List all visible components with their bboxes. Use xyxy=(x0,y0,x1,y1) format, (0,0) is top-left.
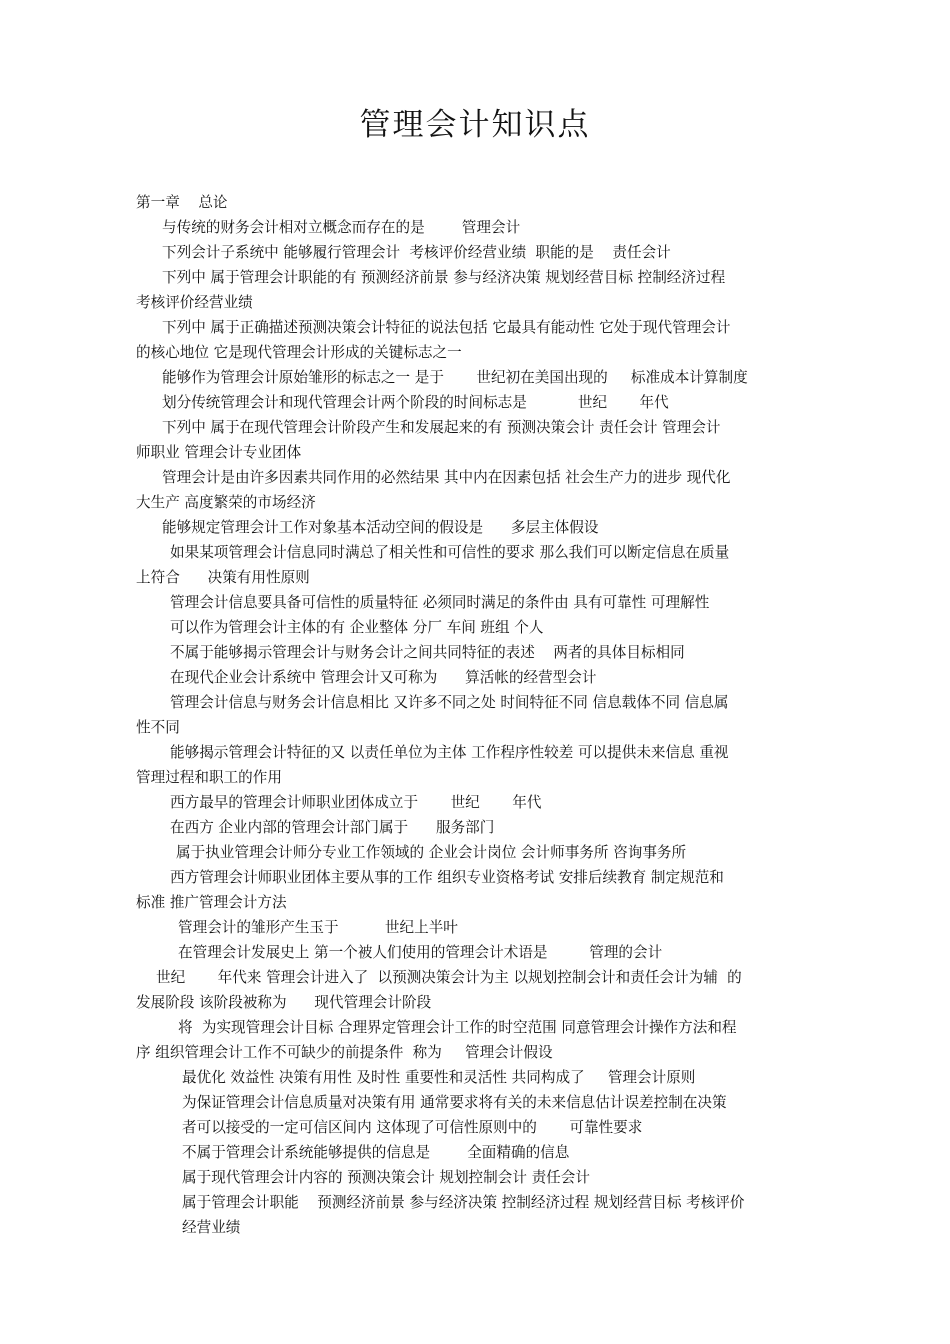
text-line: 能够揭示管理会计特征的又 以责任单位为主体 工作程序性较差 可以提供未来信息 重视 xyxy=(170,744,729,761)
text-line: 在西方 企业内部的管理会计部门属于 服务部门 xyxy=(170,819,495,836)
text-line: 不属于能够揭示管理会计与财务会计之间共同特征的表述 两者的具体目标相同 xyxy=(170,644,685,661)
text-line: 管理过程和职工的作用 xyxy=(136,769,282,786)
text-line: 序 组织管理会计工作不可缺少的前提条件 称为 管理会计假设 xyxy=(136,1044,553,1061)
text-line: 西方最早的管理会计师职业团体成立于 世纪 年代 xyxy=(170,794,542,811)
text-line: 管理会计是由许多因素共同作用的必然结果 其中内在因素包括 社会生产力的进步 现代化 xyxy=(162,469,731,486)
text-line: 下列中 属于正确描述预测决策会计特征的说法包括 它最具有能动性 它处于现代管理会计 xyxy=(162,319,731,336)
text-line: 管理会计信息与财务会计信息相比 又许多不同之处 时间特征不同 信息载体不同 信息属 xyxy=(170,694,729,711)
text-line: 与传统的财务会计相对立概念而存在的是 管理会计 xyxy=(162,219,521,236)
text-line: 在管理会计发展史上 第一个被人们使用的管理会计术语是 管理的会计 xyxy=(178,944,663,961)
text-line: 下列中 属于在现代管理会计阶段产生和发展起来的有 预测决策会计 责任会计 管理会计 xyxy=(162,419,721,436)
text-line: 属于现代管理会计内容的 预测决策会计 规划控制会计 责任会计 xyxy=(182,1169,590,1186)
text-line: 属于执业管理会计师分专业工作领域的 企业会计岗位 会计师事务所 咨询事务所 xyxy=(176,844,687,861)
text-line: 管理会计的雏形产生玉于 世纪上半叶 xyxy=(178,919,458,936)
text-line: 可以作为管理会计主体的有 企业整体 分厂 车间 班组 个人 xyxy=(170,619,544,636)
document-body xyxy=(136,190,816,1240)
text-line: 划分传统管理会计和现代管理会计两个阶段的时间标志是 世纪 年代 xyxy=(162,394,669,411)
document-title: 管理会计知识点 xyxy=(359,107,591,143)
text-line: 管理会计信息要具备可信性的质量特征 必须同时满足的条件由 具有可靠性 可理解性 xyxy=(170,594,710,611)
text-line: 标准 推广管理会计方法 xyxy=(136,894,287,911)
text-line: 如果某项管理会计信息同时满总了相关性和可信性的要求 那么我们可以断定信息在质量 xyxy=(170,544,730,561)
text-line: 能够作为管理会计原始雏形的标志之一 是于 世纪初在美国出现的 标准成本计算制度 xyxy=(162,369,748,386)
text-line: 最优化 效益性 决策有用性 及时性 重要性和灵活性 共同构成了 管理会计原则 xyxy=(182,1069,696,1086)
text-line: 在现代企业会计系统中 管理会计又可称为 算活帐的经营型会计 xyxy=(170,669,597,686)
text-line: 第一章 总论 xyxy=(136,194,228,211)
text-line: 上符合 决策有用性原则 xyxy=(136,569,310,586)
text-line: 经营业绩 xyxy=(182,1219,241,1236)
text-line: 为保证管理会计信息质量对决策有用 通常要求将有关的未来信息估计误差控制在决策 xyxy=(182,1094,727,1111)
text-line: 性不同 xyxy=(136,719,180,736)
text-line: 属于管理会计职能 预测经济前景 参与经济决策 控制经济过程 规划经营目标 考核评价 xyxy=(182,1194,745,1211)
text-line: 将 为实现管理会计目标 合理界定管理会计工作的时空范围 同意管理会计操作方法和程 xyxy=(178,1019,737,1036)
text-line: 大生产 高度繁荣的市场经济 xyxy=(136,494,316,511)
text-line: 考核评价经营业绩 xyxy=(136,294,253,311)
text-line: 不属于管理会计系统能够提供的信息是 全面精确的信息 xyxy=(182,1144,570,1161)
text-line: 西方管理会计师职业团体主要从事的工作 组织专业资格考试 安排后续教育 制定规范和 xyxy=(170,869,724,886)
text-line: 下列会计子系统中 能够履行管理会计 考核评价经营业绩 职能的是 责任会计 xyxy=(162,244,671,261)
text-line: 能够规定管理会计工作对象基本活动空间的假设是 多层主体假设 xyxy=(162,519,599,536)
text-line: 发展阶段 该阶段被称为 现代管理会计阶段 xyxy=(136,994,432,1011)
text-line: 者可以接受的一定可信区间内 这体现了可信性原则中的 可靠性要求 xyxy=(182,1119,643,1136)
text-line: 下列中 属于管理会计职能的有 预测经济前景 参与经济决策 规划经营目标 控制经济过程 xyxy=(162,269,726,286)
text-line: 世纪 年代来 管理会计进入了 以预测决策会计为主 以规划控制会计和责任会计为辅 的 xyxy=(156,969,742,986)
text-line: 的核心地位 它是现代管理会计形成的关键标志之一 xyxy=(136,344,462,361)
text-line: 师职业 管理会计专业团体 xyxy=(136,444,302,461)
